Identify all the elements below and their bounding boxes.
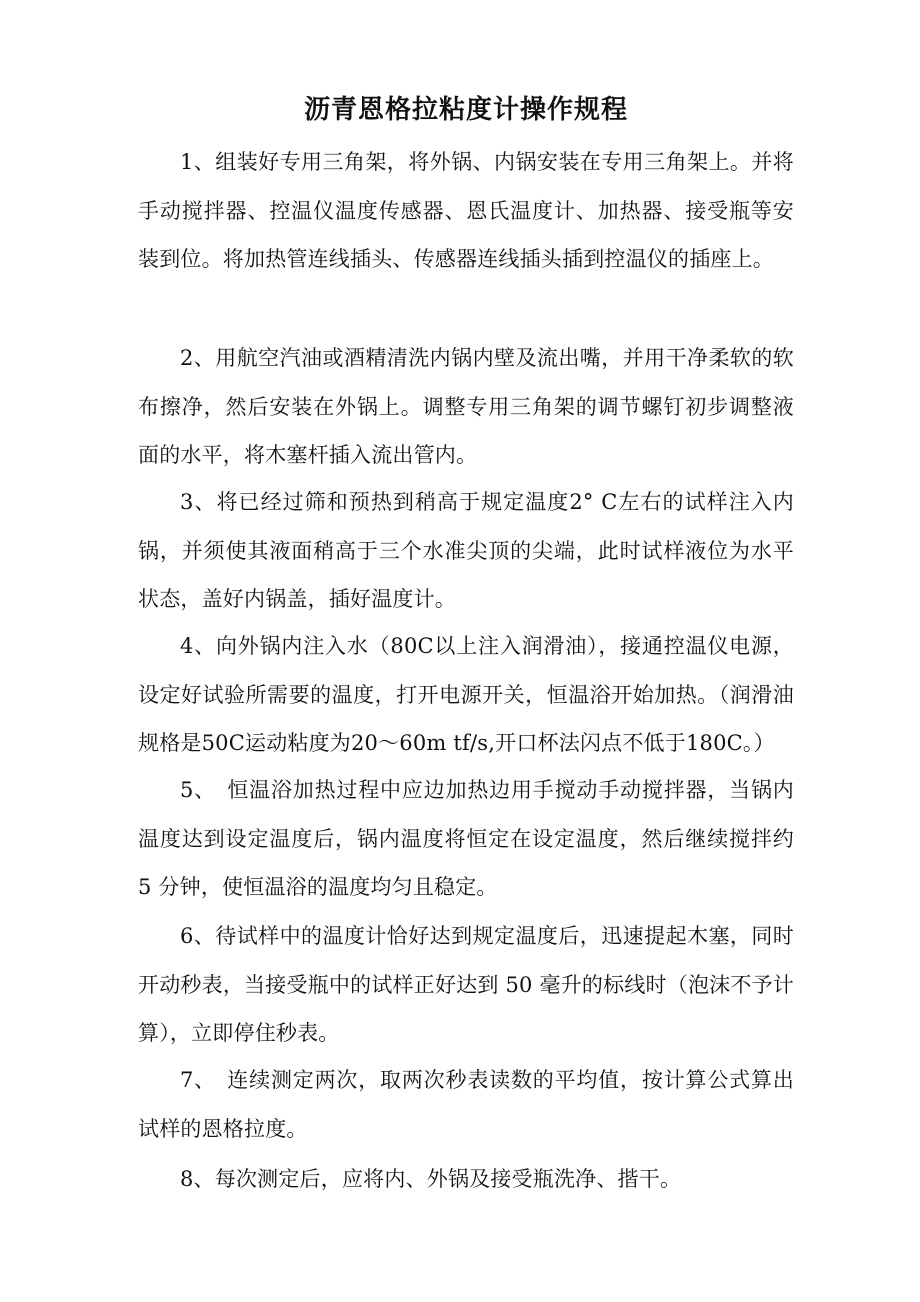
paragraph-step-2: 2、用航空汽油或酒精清洗内锅内壁及流出嘴，并用干净柔软的软布擦净，然后安装在外锅上。调整专用三角架的调节螺钉初步调整液面的水平，将木塞杆插入流出管内。	[138, 346, 794, 467]
paragraph-step-8: 8、每次测定后，应将内、外锅及接受瓶洗净、揩干。	[180, 1167, 682, 1191]
paragraph-step-4: 4、向外锅内注入水（80C以上注入润滑油），接通控温仪电源，设定好试验所需要的温度，打开电源开关，恒温浴开始加热。（润滑油规格是50C运动粘度为20〜60m tf/s,开口杯法闪点不低于180C。）	[138, 634, 794, 755]
paragraph-step-3: 3、将已经过筛和预热到稍高于规定温度2° C左右的试样注入内锅，并须使其液面稍高于三个水准尖顶的尖端，此时试样液位为水平状态，盖好内锅盖，插好温度计。	[138, 490, 794, 611]
paragraph-step-6: 6、待试样中的温度计恰好达到规定温度后，迅速提起木塞，同时开动秒表，当接受瓶中的试样正好达到 50 毫升的标线时（泡沫不予计算），立即停住秒表。	[138, 924, 794, 1045]
paragraph-step-7: 7、 连续测定两次，取两次秒表读数的平均值，按计算公式算出 试样的恩格拉度。	[138, 1068, 794, 1141]
paragraph-step-5: 5、 恒温浴加热过程中应边加热边用手搅动手动搅拌器，当锅内 温度达到设定温度后，锅内温度将恒定在设定温度，然后继续搅拌约 5 分钟，使恒温浴的温度均匀且稳定。	[138, 778, 794, 899]
paragraph-step-1: 1、组装好专用三角架，将外锅、内锅安装在专用三角架上。并将手动搅拌器、控温仪温度传感器、恩氏温度计、加热器、接受瓶等安装到位。将加热管连线插头、传感器连线插头插到控温仪的插座上。	[138, 150, 794, 271]
document-title: 沥青恩格拉粘度计操作规程	[303, 95, 628, 125]
